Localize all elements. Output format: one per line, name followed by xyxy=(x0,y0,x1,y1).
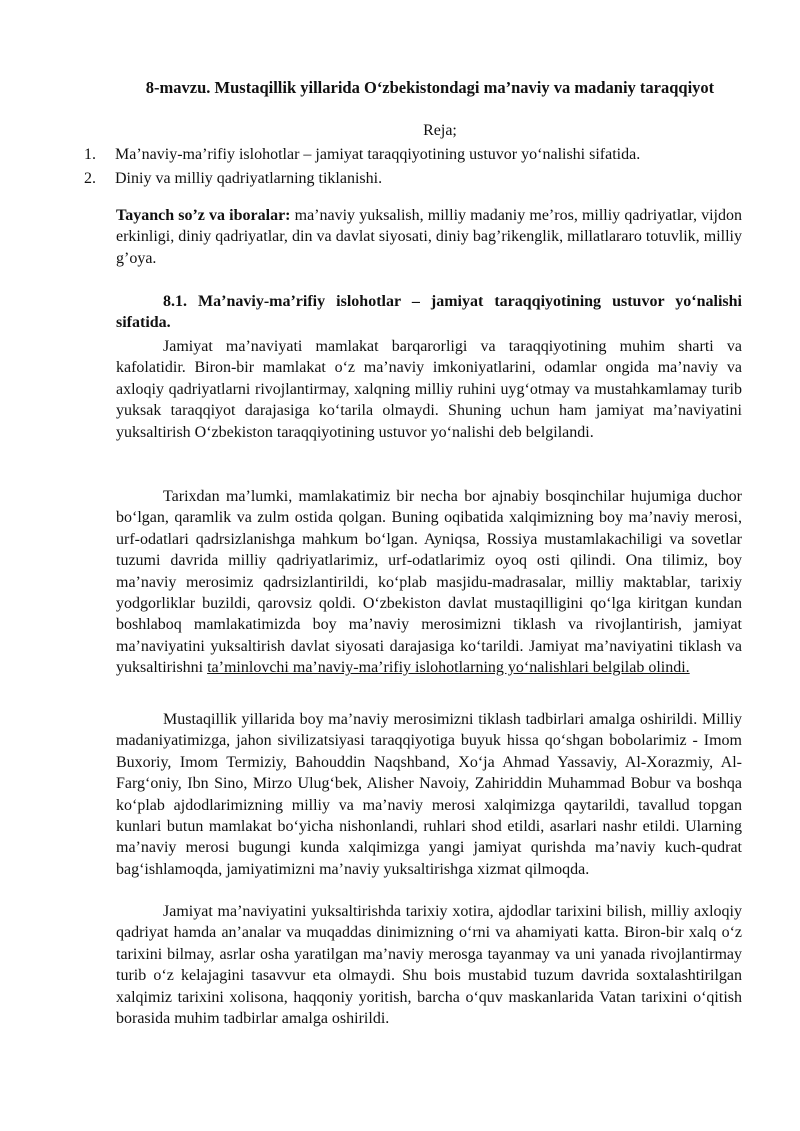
paragraph-2 xyxy=(116,486,742,679)
paragraph-3: Mustaqillik yillarida boy ma’naviy merosimizni tiklash tadbirlari amalga oshirildi. Milliy madaniyatimizga, jahon sivilizatsiyasi taraqqiyotiga buyuk hissa qo‘shgan bobolarimiz - Imom Buxoriy, Imom Termiziy, Bahouddin Naqshband, Xo‘ja Ahmad Yassaviy, Al-Xorazmiy, Al-Farg‘oniy, Ibn Sino, Mirzo Ulug‘bek, Alisher Navoiy, Zahiriddin Muhammad Bobur va boshqa ko‘plab ajdodlarimizning milliy va ma’naviy merosi xalqimizga qaytarildi, tavallud topgan kunlari butun mamlakat bo‘yicha nishonlandi, ruhlari shod etildi, asarlari nashr etildi. Ularning ma’naviy merosi bugungi kunda xalqimizga yangi jamiyat qurishda ma’naviy kuch-qudrat bag‘ishlamoqda, jamiyatimizni ma’naviy yuksaltirishga xizmat qilmoqda. xyxy=(116,711,742,878)
paragraph-1: Jamiyat ma’naviyati mamlakat barqarorligi va taraqqiyotining muhim sharti va kafolatidir. Biron-bir mamlakat o‘z ma’naviy imkoniyatlarini, odamlar ongida ma’naviy va axloqiy qadriyatlarni rivojlantirmay, xalqning milliy ruhini uyg‘otmay va mustahkamlamay turib yuksak taraqqiyot darajasiga ko‘tarila olmaydi. Shuning uchun ham jamiyat ma’naviyatini yuksaltirish O‘zbekiston taraqqiyotining ustuvor yo‘nalishi deb belgilandi. xyxy=(116,338,742,441)
plan-item-number: 2. xyxy=(84,170,96,187)
plan-item-text: Ma’naviy-ma’rifiy islohotlar – jamiyat taraqqiyotining ustuvor yo‘nalishi sifatida. xyxy=(115,146,641,163)
plan-heading: Reja; xyxy=(423,122,457,139)
paragraph-2-text: Tarixdan ma’lumki, mamlakatimiz bir necha bor ajnabiy bosqinchilar hujumiga duchor bo‘lgan, qaramlik va zulm ostida qolgan. Buning oqibatida xalqimizning boy ma’naviy merosi, urf-odatlari qadrsizlanishga mahkum bo‘lgan. Ayniqsa, Rossiya mustamlakachiligi va sovetlar tuzumi davrida milliy qadriyatlarimiz, urf-odatlarimiz oyoq osti qilindi. Ona tilimiz, boy ma’naviy merosimiz qadrsizlantirildi, ko‘plab masjidu-madrasalar, milliy maktablar, tarixiy yodgorliklar buzildi, qarovsiz qoldi. O‘zbekiston davlat mustaqilligini qo‘lga kiritgan kundan boshlaboq mamlakatimizda boy ma’naviy merosimizni tiklash va rivojlantirish, jamiyat ma’naviyatini yuksaltirish davlat siyosati darajasiga ko‘tarildi. Jamiyat ma’naviyatini tiklash va yuksaltirishni xyxy=(116,488,742,677)
plan-item-number: 1. xyxy=(84,146,96,163)
section-heading: 8.1. Ma’naviy-ma’rifiy islohotlar – jamiyat taraqqiyotining ustuvor yo‘nalishi sifatida. xyxy=(116,293,742,332)
plan-item xyxy=(84,167,640,191)
plan-item xyxy=(84,143,640,167)
paragraph-2-underlined-text: ta’minlovchi ma’naviy-ma’rifiy islohotlarning yo‘nalishlari belgilab olindi. xyxy=(207,659,690,677)
keywords-label: Tayanch so’z va iboralar: xyxy=(116,207,291,224)
paragraph-4: Jamiyat ma’naviyatini yuksaltirishda tarixiy xotira, ajdodlar tarixini bilish, milliy axloqiy qadriyat hamda an’analar va muqaddas dinimizning o‘rni va ahamiyati katta. Biron-bir xalq o‘z tarixini bilmay, asrlar osha yaratilgan ma’naviy merosga tayanmay va uni yanada rivojlantirmay turib o‘z kelajagini tasavvur eta olmaydi. Shu bois mustabid tuzum davrida soxtalashtirilgan xalqimiz tarixini xolisona, haqqoniy yoritish, barcha o‘quv maskanlarida Vatan tarixini o‘qitish borasida muhim tadbirlar amalga oshirildi. xyxy=(116,903,742,1028)
keywords-paragraph xyxy=(116,205,742,269)
plan-item-text: Diniy va milliy qadriyatlarning tiklanishi. xyxy=(115,170,383,187)
keywords-text: ma’naviy yuksalish, milliy madaniy me’ros, milliy qadriyatlar, vijdon erkinligi, diniy qadriyatlar, din va davlat siyosati, diniy bag’rikenglik, millatlararo totuvlik, milliy g’oya. xyxy=(116,207,743,267)
plan-list xyxy=(84,143,640,191)
document-title: 8-mavzu. Mustaqillik yillarida O‘zbekistondagi ma’naviy va madaniy taraqqiyot xyxy=(145,78,715,97)
